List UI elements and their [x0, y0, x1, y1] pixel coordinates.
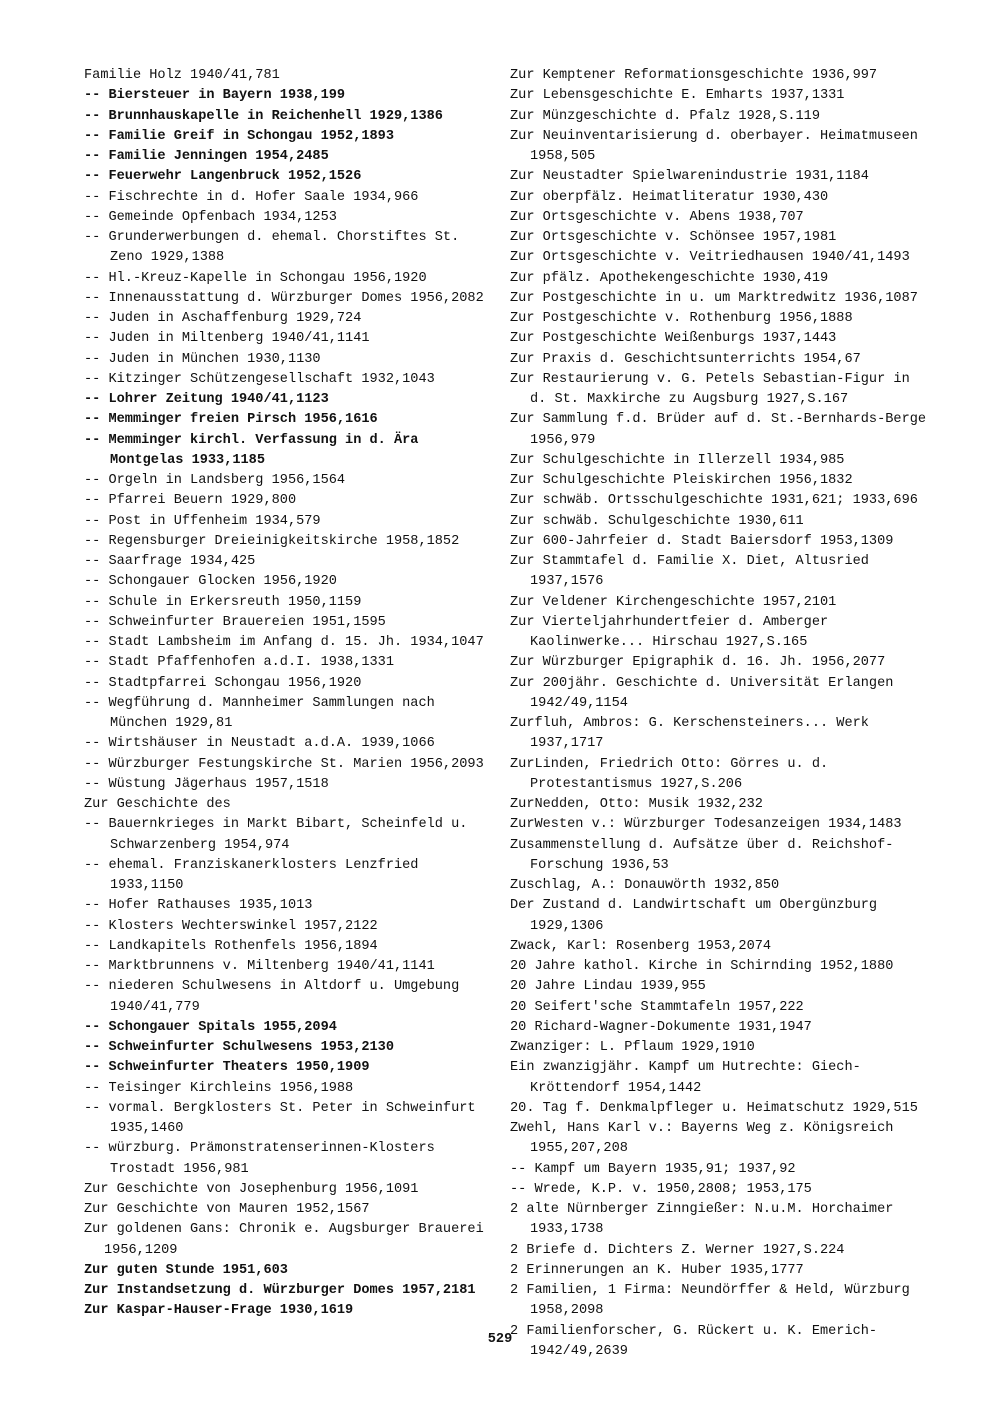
index-entry: -- Hofer Rathauses 1935,1013: [84, 898, 313, 914]
index-entry: 20 Seifert'sche Stammtafeln 1957,222: [510, 999, 804, 1015]
index-entry: Zur Praxis d. Geschichtsunterrichts 1954,67: [510, 351, 861, 367]
index-entry: Zur Sammlung f.d. Brüder auf d. St.-Bernhards-Berge 1956,979: [510, 412, 927, 448]
index-entry: Zur Neustadter Spielwarenindustrie 1931,1184: [510, 169, 869, 185]
index-entry: Zur Restaurierung v. G. Petels Sebastian-Figur in d. St. Maxkirche zu Augsburg 1927,S.167: [510, 371, 910, 407]
index-entry: -- Wegführung d. Mannheimer Sammlungen nach München 1929,81: [84, 695, 435, 731]
index-entry: Zur Vierteljahrhundertfeier d. Amberger Kaolinwerke... Hirschau 1927,S.165: [510, 614, 829, 650]
index-entry: -- Juden in Aschaffenburg 1929,724: [84, 311, 362, 326]
index-column-left: [84, 66, 494, 1322]
index-entry: -- Grunderwerbungen d. ehemal. Chorstiftes St. Zeno 1929,1388: [84, 230, 460, 266]
index-entry: -- Schweinfurter Schulwesens 1953,2130: [84, 1040, 394, 1055]
index-entry: -- Memminger freien Pirsch 1956,1616: [84, 412, 378, 428]
index-entry: -- Fischrechte in d. Hofer Saale 1934,966: [84, 189, 419, 205]
index-entry: 2 Familienforscher, G. Rückert u. K. Emerich- 1942/49,2639: [510, 1323, 878, 1359]
index-entry: Zur Ortsgeschichte v. Veitriedhausen 1940/41,1493: [510, 250, 910, 266]
index-entry: Zur schwäb. Schulgeschichte 1930,611: [510, 513, 804, 529]
index-entry: -- Bauernkrieges in Markt Bibart, Scheinfeld u. Schwarzenberg 1954,974: [84, 817, 468, 853]
index-entry: 2 Erinnerungen an K. Huber 1935,1777: [510, 1262, 804, 1278]
index-entry: Zur guten Stunde 1951,603: [84, 1262, 288, 1278]
index-entry: -- niederen Schulwesens in Altdorf u. Umgebung 1940/41,779: [84, 979, 460, 1015]
index-column-right: [510, 66, 930, 1362]
index-entry: -- Innenausstattung d. Würzburger Domes 1956,2082: [84, 290, 484, 306]
index-entry: -- Gemeinde Opfenbach 1934,1253: [84, 209, 337, 225]
index-entry: -- Marktbrunnens v. Miltenberg 1940/41,1141: [84, 959, 435, 974]
index-entry: -- Pfarrei Beuern 1929,800: [84, 493, 297, 509]
index-entry: Zur Würzburger Epigraphik d. 16. Jh. 1956,2077: [510, 655, 886, 671]
page-number: 529: [487, 1332, 513, 1347]
index-entry: Zuschlag, A.: Donauwörth 1932,850: [510, 878, 780, 893]
index-entry: -- Teisinger Kirchleins 1956,1988: [84, 1080, 354, 1096]
index-entry: Zusammenstellung d. Aufsätze über d. Reichshof-Forschung 1936,53: [510, 837, 894, 873]
index-entry: -- Post in Uffenheim 1934,579: [84, 513, 321, 529]
index-entry: Zur Ortsgeschichte v. Schönsee 1957,1981: [510, 230, 837, 245]
index-entry: Zur goldenen Gans: Chronik e. Augsburger Brauerei 1956,1209: [84, 1222, 484, 1258]
index-entry: Zur Schulgeschichte in Illerzell 1934,985: [510, 452, 845, 468]
index-entry: -- Orgeln in Landsberg 1956,1564: [84, 473, 346, 488]
index-entry: -- Landkapitels Rothenfels 1956,1894: [84, 938, 378, 954]
index-entry: Der Zustand d. Landwirtschaft um Obergünzburg 1929,1306: [510, 898, 878, 934]
index-entry: Zur Schulgeschichte Pleiskirchen 1956,1832: [510, 473, 853, 488]
index-entry: -- Stadt Lambsheim im Anfang d. 15. Jh. 1934,1047: [84, 635, 484, 650]
index-entry: -- Schweinfurter Brauereien 1951,1595: [84, 614, 386, 630]
index-entry: Zur 600-Jahrfeier d. Stadt Baiersdorf 1953,1309: [510, 533, 894, 549]
index-entry: Zur 200jähr. Geschichte d. Universität Erlangen 1942/49,1154: [510, 675, 894, 711]
index-entry: 2 alte Nürnberger Zinngießer: N.u.M. Horchaimer 1933,1738: [510, 1202, 894, 1238]
index-entry: 2 Briefe d. Dichters Z. Werner 1927,S.224: [510, 1242, 845, 1258]
index-entry: Zur Ortsgeschichte v. Abens 1938,707: [510, 209, 804, 225]
index-entry: -- Saarfrage 1934,425: [84, 554, 256, 569]
index-entry: Zur Postgeschichte Weißenburgs 1937,1443: [510, 331, 837, 347]
index-entry: -- Wüstung Jägerhaus 1957,1518: [84, 776, 329, 792]
index-entry: -- Schweinfurter Theaters 1950,1909: [84, 1060, 370, 1076]
index-entry: Zur Postgeschichte v. Rothenburg 1956,1888: [510, 311, 853, 326]
index-entry: -- Hl.-Kreuz-Kapelle in Schongau 1956,1920: [84, 270, 427, 286]
index-entry: Zur Kaspar-Hauser-Frage 1930,1619: [84, 1303, 354, 1319]
index-entry: Zur Neuinventarisierung d. oberbayer. Heimatmuseen 1958,505: [510, 128, 918, 164]
index-entry: 20 Jahre Lindau 1939,955: [510, 979, 706, 995]
index-entry: -- Kampf um Bayern 1935,91; 1937,92: [510, 1161, 796, 1177]
index-entry: -- Memminger kirchl. Verfassung in d. Ära Montgelas 1933,1185: [84, 432, 419, 468]
index-entry: Zur Stammtafel d. Familie X. Diet, Altusried 1937,1576: [510, 554, 869, 590]
index-entry: -- Schule in Erkersreuth 1950,1159: [84, 594, 362, 610]
index-entry: -- Regensburger Dreieinigkeitskirche 1958,1852: [84, 533, 460, 549]
index-entry: Ein zwanzigjähr. Kampf um Hutrechte: Giech-Kröttendorf 1954,1442: [510, 1060, 861, 1096]
index-entry: Zur Münzgeschichte d. Pfalz 1928,S.119: [510, 108, 820, 124]
index-entry: -- Wrede, K.P. v. 1950,2808; 1953,175: [510, 1181, 812, 1197]
index-entry: -- vormal. Bergklosters St. Peter in Schweinfurt 1935,1460: [84, 1100, 476, 1136]
index-entry: Zwack, Karl: Rosenberg 1953,2074: [510, 938, 772, 954]
index-entry: -- Schongauer Glocken 1956,1920: [84, 574, 337, 590]
index-entry: -- Feuerwehr Langenbruck 1952,1526: [84, 169, 362, 185]
index-entry: -- Schongauer Spitals 1955,2094: [84, 1019, 337, 1035]
index-entry: ZurWesten v.: Würzburger Todesanzeigen 1934,1483: [510, 817, 902, 833]
index-entry: -- Stadt Pfaffenhofen a.d.I. 1938,1331: [84, 655, 394, 671]
index-entry: -- Familie Greif in Schongau 1952,1893: [84, 128, 394, 144]
index-entry: 20. Tag f. Denkmalpfleger u. Heimatschutz 1929,515: [510, 1100, 918, 1116]
index-entry: Zwanziger: L. Pflaum 1929,1910: [510, 1040, 755, 1055]
index-entry: -- Stadtpfarrei Schongau 1956,1920: [84, 675, 362, 691]
index-entry: -- Klosters Wechterswinkel 1957,2122: [84, 918, 378, 934]
index-entry: Zur Veldener Kirchengeschichte 1957,2101: [510, 594, 837, 610]
index-entry: -- Juden in Miltenberg 1940/41,1141: [84, 331, 370, 347]
index-entry: Zwehl, Hans Karl v.: Bayerns Weg z. Königsreich 1955,207,208: [510, 1121, 894, 1157]
index-entry: Zur pfälz. Apothekengeschichte 1930,419: [510, 270, 829, 286]
index-entry: -- Lohrer Zeitung 1940/41,1123: [84, 392, 329, 407]
index-entry: Zur Geschichte von Mauren 1952,1567: [84, 1202, 370, 1217]
index-entry: ZurLinden, Friedrich Otto: Görres u. d. Protestantismus 1927,S.206: [510, 756, 829, 792]
index-entry: 20 Jahre kathol. Kirche in Schirnding 1952,1880: [510, 959, 894, 974]
index-heading: Zur Geschichte des: [84, 797, 231, 812]
index-entry: -- Würzburger Festungskirche St. Marien 1956,2093: [84, 756, 484, 772]
index-entry: Zur Instandsetzung d. Würzburger Domes 1957,2181: [84, 1283, 476, 1298]
index-entry: -- Brunnhauskapelle in Reichenhell 1929,1386: [84, 108, 443, 124]
index-entry: 2 Familien, 1 Firma: Neundörffer & Held, Würzburg 1958,2098: [510, 1283, 910, 1319]
index-entry: -- Kitzinger Schützengesellschaft 1932,1043: [84, 371, 435, 387]
index-entry: Zur schwäb. Ortsschulgeschichte 1931,621; 1933,696: [510, 493, 918, 509]
index-entry: -- Familie Jenningen 1954,2485: [84, 149, 329, 164]
index-entry: Zur Kemptener Reformationsgeschichte 1936,997: [510, 68, 878, 83]
index-entry: Zur Lebensgeschichte E. Emharts 1937,1331: [510, 88, 845, 104]
index-entry: 20 Richard-Wagner-Dokumente 1931,1947: [510, 1019, 812, 1035]
index-entry: -- würzburg. Prämonstratenserinnen-Klosters Trostadt 1956,981: [84, 1141, 435, 1177]
index-entry: Zur oberpfälz. Heimatliteratur 1930,430: [510, 189, 829, 205]
index-entry: -- Biersteuer in Bayern 1938,199: [84, 88, 346, 104]
index-entry: Familie Holz 1940/41,781: [84, 68, 280, 83]
index-entry: Zur Geschichte von Josephenburg 1956,1091: [84, 1181, 419, 1197]
index-entry: ZurNedden, Otto: Musik 1932,232: [510, 797, 763, 812]
index-entry: -- Juden in München 1930,1130: [84, 351, 321, 367]
index-entry: -- ehemal. Franziskanerklosters Lenzfried 1933,1150: [84, 857, 419, 893]
index-entry: -- Wirtshäuser in Neustadt a.d.A. 1939,1066: [84, 736, 435, 752]
index-entry: Zur Postgeschichte in u. um Marktredwitz 1936,1087: [510, 290, 918, 306]
index-entry: Zurfluh, Ambros: G. Kerschensteiners... Werk 1937,1717: [510, 716, 869, 752]
